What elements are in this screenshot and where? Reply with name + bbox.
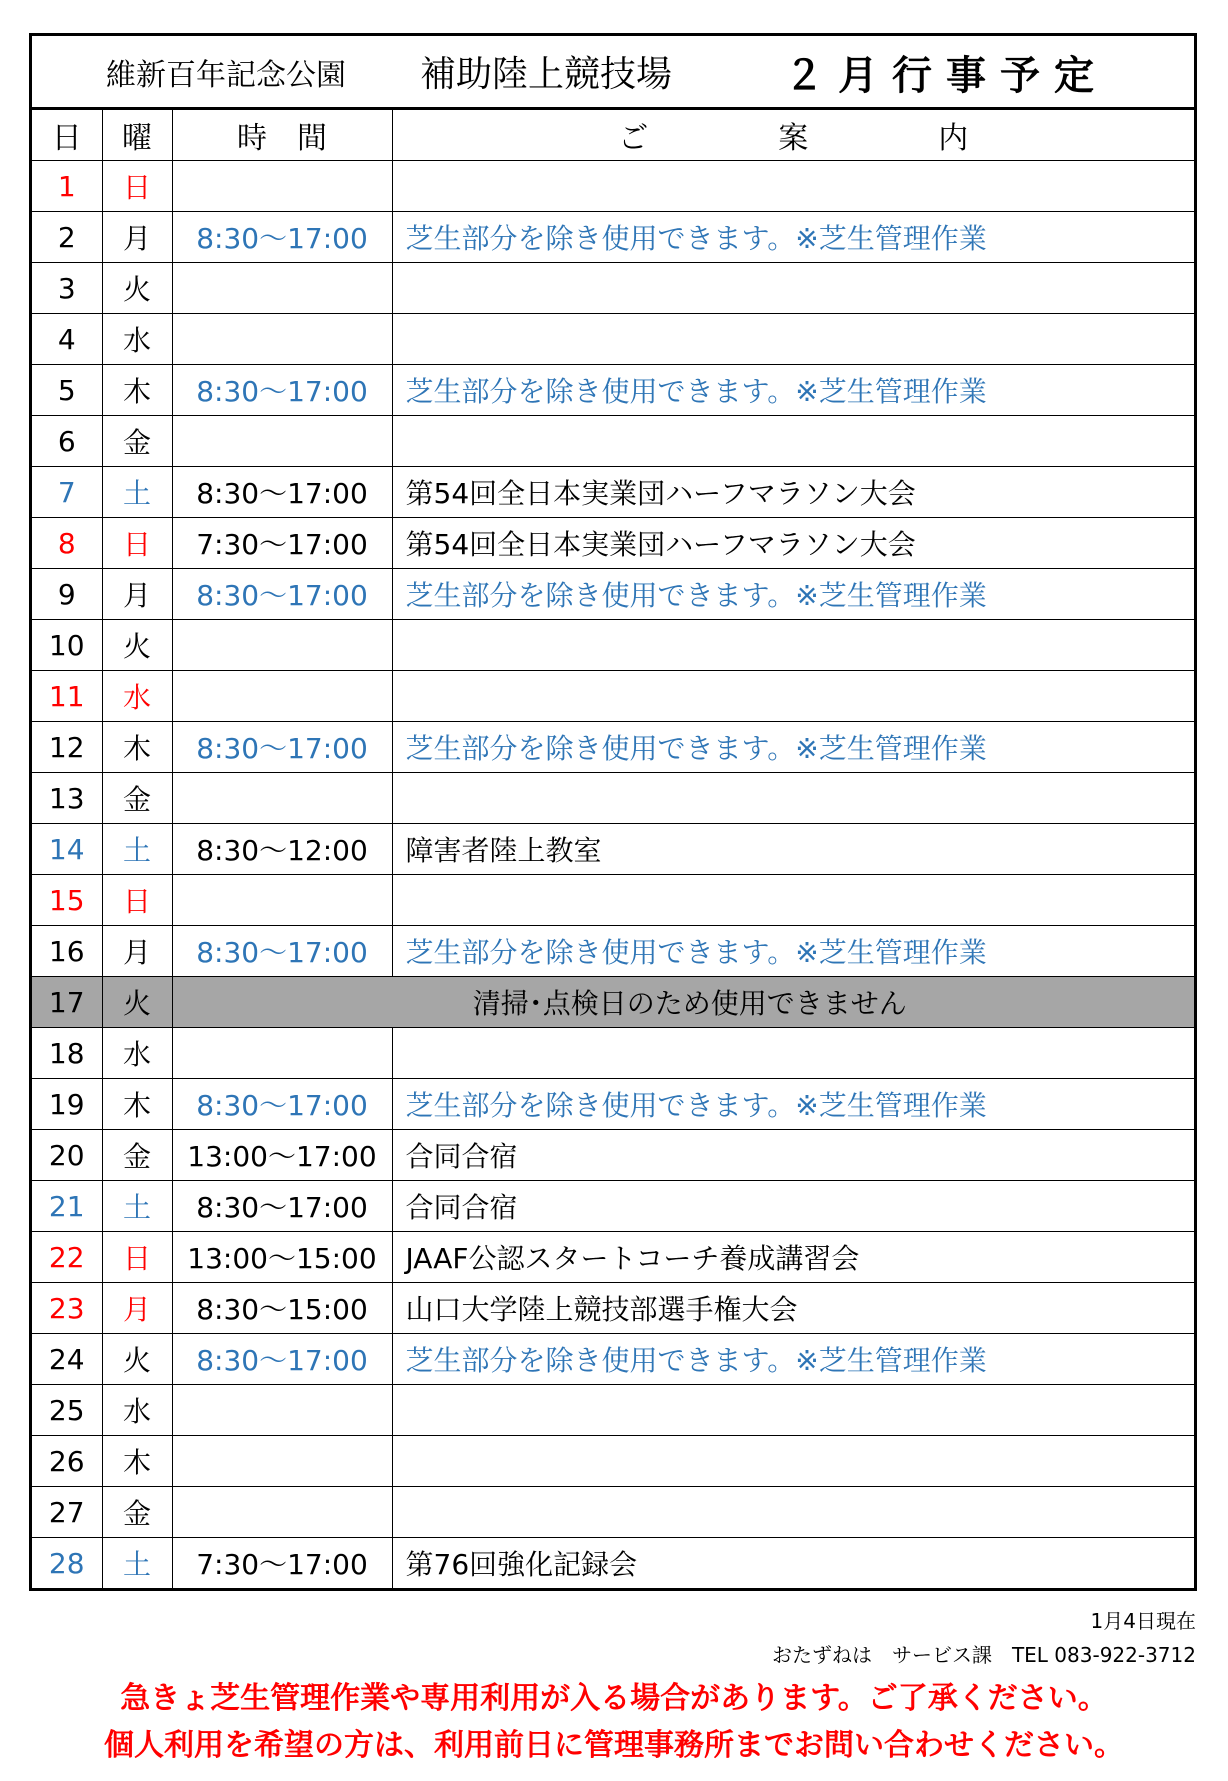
weekday-cell: 土 — [102, 824, 172, 875]
info-cell: 芝生部分を除き使用できます。※芝生管理作業 — [392, 1079, 1194, 1130]
info-cell — [392, 1028, 1194, 1079]
weekday-cell: 日 — [102, 518, 172, 569]
day-cell: 23 — [32, 1283, 102, 1334]
table-row — [32, 1130, 1194, 1181]
weekday-cell: 月 — [102, 1283, 172, 1334]
day-cell: 6 — [32, 416, 102, 467]
day-cell: 8 — [32, 518, 102, 569]
weekday-cell: 木 — [102, 365, 172, 416]
time-cell: 8:30～17:00 — [172, 1334, 392, 1385]
info-cell — [392, 1385, 1194, 1436]
weekday-cell: 水 — [102, 314, 172, 365]
info-cell — [392, 875, 1194, 926]
table-row — [32, 518, 1194, 569]
info-cell — [392, 620, 1194, 671]
table-row — [32, 416, 1194, 467]
table-row — [32, 1385, 1194, 1436]
notice-line: 急きょ芝生管理作業や専用利用が入る場合があります。ご了承ください。 — [120, 1681, 1108, 1716]
day-cell: 21 — [32, 1181, 102, 1232]
table-row — [32, 263, 1194, 314]
table-row — [32, 161, 1194, 212]
table-row — [32, 620, 1194, 671]
header-time: 時間 — [172, 110, 392, 161]
weekday-cell: 月 — [102, 569, 172, 620]
time-cell: 8:30～17:00 — [172, 569, 392, 620]
time-cell — [172, 263, 392, 314]
time-cell: 8:30～15:00 — [172, 1283, 392, 1334]
info-cell: 芝生部分を除き使用できます。※芝生管理作業 — [392, 569, 1194, 620]
info-cell — [392, 1487, 1194, 1538]
day-cell: 15 — [32, 875, 102, 926]
time-cell — [172, 671, 392, 722]
info-cell: 芝生部分を除き使用できます。※芝生管理作業 — [392, 365, 1194, 416]
day-cell: 16 — [32, 926, 102, 977]
table-row — [32, 1436, 1194, 1487]
time-cell: 8:30～17:00 — [172, 926, 392, 977]
time-cell: 13:00～17:00 — [172, 1130, 392, 1181]
day-cell: 7 — [32, 467, 102, 518]
table-row — [32, 824, 1194, 875]
table-row — [32, 875, 1194, 926]
weekday-cell: 月 — [102, 926, 172, 977]
weekday-cell: 水 — [102, 1028, 172, 1079]
day-cell: 1 — [32, 161, 102, 212]
info-cell — [392, 161, 1194, 212]
weekday-cell: 日 — [102, 161, 172, 212]
info-cell: 合同合宿 — [392, 1130, 1194, 1181]
day-cell: 5 — [32, 365, 102, 416]
table-row — [32, 977, 1194, 1028]
table-row — [32, 1079, 1194, 1130]
header-info: ご案内 — [392, 110, 1194, 161]
time-cell — [172, 416, 392, 467]
weekday-cell: 火 — [102, 1334, 172, 1385]
info-cell: 障害者陸上教室 — [392, 824, 1194, 875]
table-row — [32, 467, 1194, 518]
schedule-sheet — [29, 33, 1197, 1591]
weekday-cell: 木 — [102, 722, 172, 773]
time-cell: 7:30～17:00 — [172, 518, 392, 569]
table-row — [32, 1181, 1194, 1232]
time-cell: 8:30～17:00 — [172, 365, 392, 416]
contact-info: おたずねは サービス課 TEL 083-922-3712 — [771, 1643, 1196, 1667]
header-dow: 曜 — [102, 110, 172, 161]
table-row — [32, 1334, 1194, 1385]
time-cell — [172, 875, 392, 926]
weekday-cell: 土 — [102, 1181, 172, 1232]
day-cell: 17 — [32, 977, 102, 1028]
weekday-cell: 日 — [102, 1232, 172, 1283]
table-row — [32, 1028, 1194, 1079]
table-row — [32, 365, 1194, 416]
notice-line: 個人利用を希望の方は、利用前日に管理事務所までお問い合わせください。 — [104, 1728, 1124, 1763]
weekday-cell: 月 — [102, 212, 172, 263]
table-row — [32, 773, 1194, 824]
day-cell: 24 — [32, 1334, 102, 1385]
day-cell: 28 — [32, 1538, 102, 1589]
time-cell: 8:30～17:00 — [172, 1079, 392, 1130]
schedule-table — [32, 110, 1194, 1588]
time-cell: 8:30～17:00 — [172, 467, 392, 518]
table-row — [32, 212, 1194, 263]
info-cell: 芝生部分を除き使用できます。※芝生管理作業 — [392, 1334, 1194, 1385]
time-cell — [172, 1436, 392, 1487]
weekday-cell: 水 — [102, 1385, 172, 1436]
header-day: 日 — [32, 110, 102, 161]
info-cell: 芝生部分を除き使用できます。※芝生管理作業 — [392, 722, 1194, 773]
table-row — [32, 1487, 1194, 1538]
day-cell: 26 — [32, 1436, 102, 1487]
day-cell: 18 — [32, 1028, 102, 1079]
table-header-row — [32, 110, 1194, 161]
weekday-cell: 火 — [102, 620, 172, 671]
day-cell: 11 — [32, 671, 102, 722]
info-cell: JAAF公認スタートコーチ養成講習会 — [392, 1232, 1194, 1283]
info-cell: 第54回全日本実業団ハーフマラソン大会 — [392, 518, 1194, 569]
day-cell: 27 — [32, 1487, 102, 1538]
time-cell: 8:30～12:00 — [172, 824, 392, 875]
table-row — [32, 1283, 1194, 1334]
weekday-cell: 土 — [102, 1538, 172, 1589]
time-cell — [172, 1385, 392, 1436]
info-cell: 芝生部分を除き使用できます。※芝生管理作業 — [392, 926, 1194, 977]
weekday-cell: 水 — [102, 671, 172, 722]
weekday-cell: 日 — [102, 875, 172, 926]
table-row — [32, 1232, 1194, 1283]
time-cell: 8:30～17:00 — [172, 1181, 392, 1232]
table-row — [32, 926, 1194, 977]
info-cell — [392, 416, 1194, 467]
park-name: 維新百年記念公園 — [106, 58, 346, 93]
info-cell — [392, 671, 1194, 722]
time-cell — [172, 620, 392, 671]
day-cell: 9 — [32, 569, 102, 620]
weekday-cell: 金 — [102, 1487, 172, 1538]
info-cell — [392, 263, 1194, 314]
day-cell: 4 — [32, 314, 102, 365]
weekday-cell: 木 — [102, 1436, 172, 1487]
time-cell — [172, 1487, 392, 1538]
day-cell: 19 — [32, 1079, 102, 1130]
time-cell — [172, 1028, 392, 1079]
table-row — [32, 314, 1194, 365]
info-cell: 合同合宿 — [392, 1181, 1194, 1232]
weekday-cell: 金 — [102, 1130, 172, 1181]
day-cell: 25 — [32, 1385, 102, 1436]
time-cell — [172, 314, 392, 365]
table-row — [32, 671, 1194, 722]
info-cell: 第76回強化記録会 — [392, 1538, 1194, 1589]
facility-name: 補助陸上競技場 — [420, 54, 673, 95]
time-cell — [172, 161, 392, 212]
time-cell: 13:00～15:00 — [172, 1232, 392, 1283]
table-row — [32, 1538, 1194, 1589]
day-cell: 22 — [32, 1232, 102, 1283]
info-cell: 芝生部分を除き使用できます。※芝生管理作業 — [392, 212, 1194, 263]
weekday-cell: 金 — [102, 773, 172, 824]
day-cell: 13 — [32, 773, 102, 824]
notice-block — [0, 1675, 1228, 1769]
info-cell — [392, 314, 1194, 365]
time-cell: 8:30～17:00 — [172, 212, 392, 263]
closed-notice: 清掃･点検日のため使用できません — [172, 977, 1194, 1028]
time-cell: 7:30～17:00 — [172, 1538, 392, 1589]
info-cell — [392, 1436, 1194, 1487]
weekday-cell: 火 — [102, 263, 172, 314]
weekday-cell: 木 — [102, 1079, 172, 1130]
weekday-cell: 火 — [102, 977, 172, 1028]
table-row — [32, 569, 1194, 620]
time-cell: 8:30～17:00 — [172, 722, 392, 773]
info-cell: 第54回全日本実業団ハーフマラソン大会 — [392, 467, 1194, 518]
as-of-date: 1月4日現在 — [1090, 1609, 1196, 1633]
time-cell — [172, 773, 392, 824]
schedule-rows — [32, 161, 1194, 1589]
info-cell — [392, 773, 1194, 824]
day-cell: 12 — [32, 722, 102, 773]
schedule-title: ２月行事予定 — [784, 53, 1108, 99]
weekday-cell: 土 — [102, 467, 172, 518]
title-bar — [32, 36, 1194, 110]
day-cell: 3 — [32, 263, 102, 314]
weekday-cell: 金 — [102, 416, 172, 467]
day-cell: 10 — [32, 620, 102, 671]
table-row — [32, 722, 1194, 773]
day-cell: 20 — [32, 1130, 102, 1181]
info-cell: 山口大学陸上競技部選手権大会 — [392, 1283, 1194, 1334]
footer-meta — [772, 1604, 1196, 1672]
day-cell: 2 — [32, 212, 102, 263]
day-cell: 14 — [32, 824, 102, 875]
